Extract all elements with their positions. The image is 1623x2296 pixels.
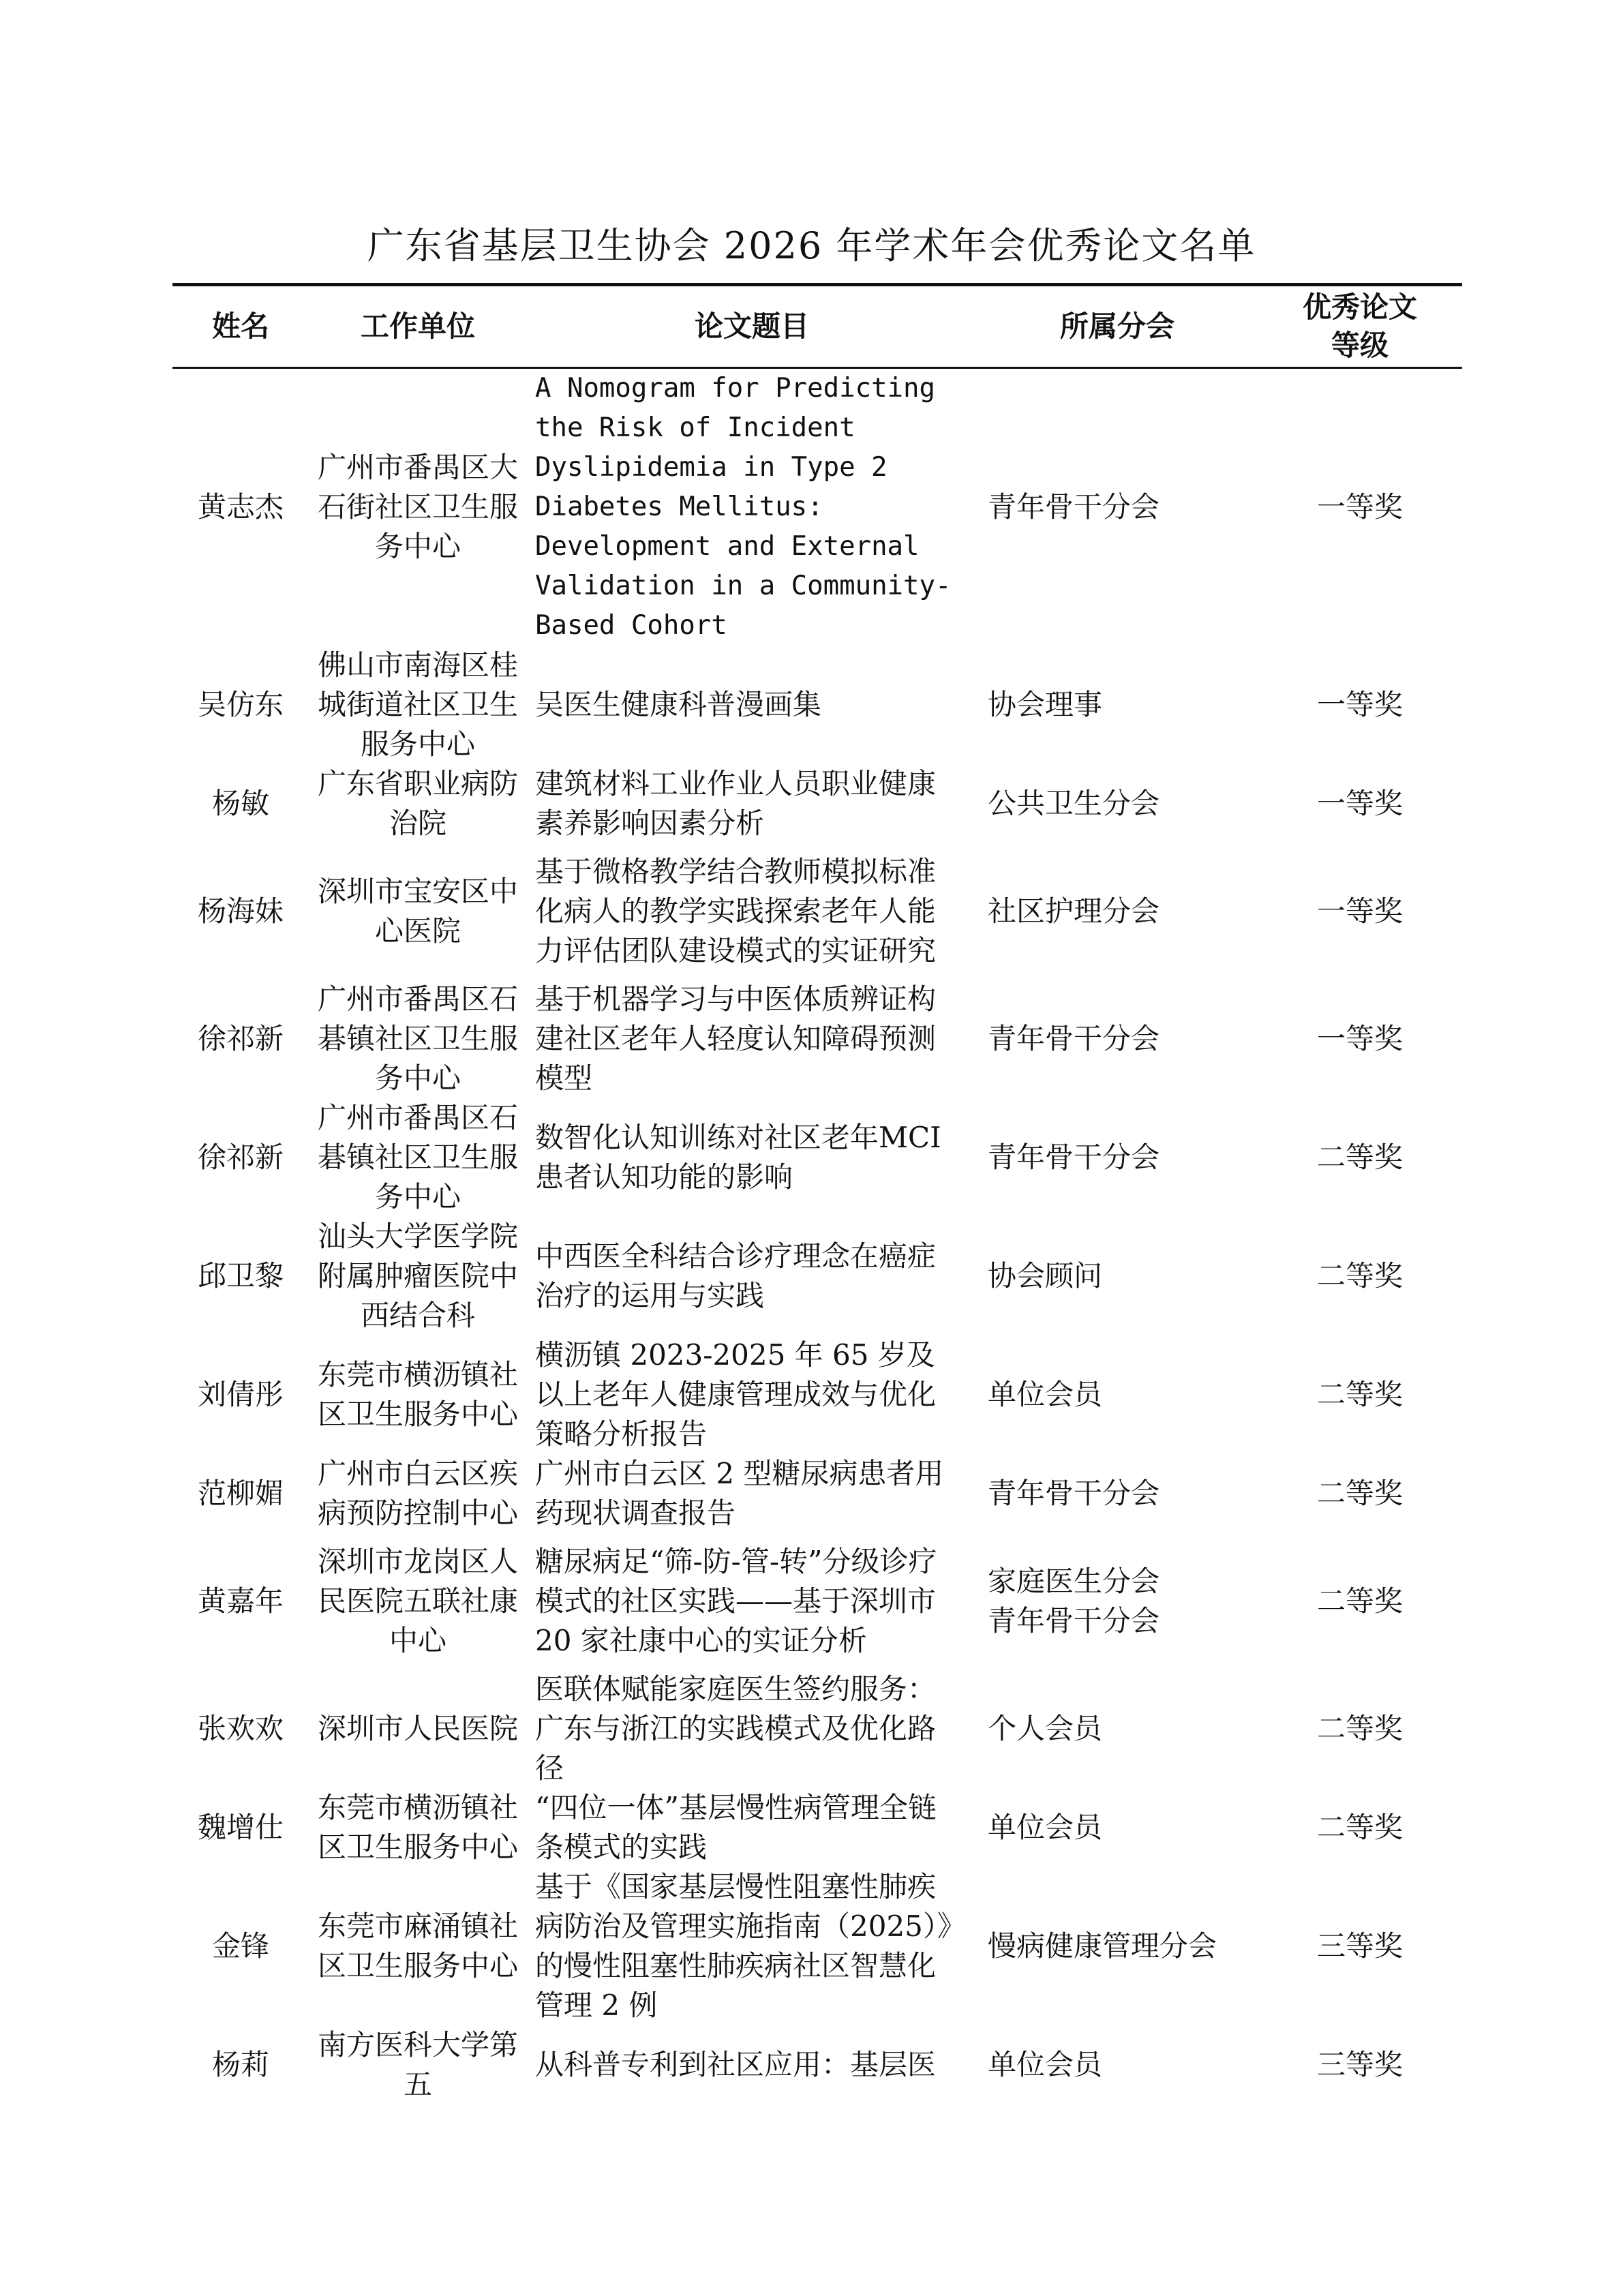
cell-level: 二等奖 — [1316, 1477, 1403, 1510]
cell-name: 黄嘉年 — [197, 1584, 284, 1618]
cell-unit: 南方医科大学第五 — [317, 2028, 518, 2101]
cell-paper: “四位一体”基层慢性病管理全链条模式的实践 — [535, 1791, 937, 1864]
cell-name: 刘倩彤 — [197, 1378, 284, 1411]
cell-branch: 个人会员 — [988, 1712, 1103, 1745]
table-row — [172, 764, 1462, 843]
cell-paper: A Nomogram for Predicting the Risk of Incident Dyslipidemia in Type 2 Diabetes Mellitus: Development and External Validation in a Community-Based Cohort — [535, 373, 952, 641]
cell-paper: 基于《国家基层慢性阻塞性肺疾病防治及管理实施指南（2025）》的慢性阻塞性肺疾病社区智慧化管理 2 例 — [535, 1870, 952, 2022]
cell-branch: 青年骨干分会 — [988, 1477, 1160, 1510]
cell-level: 二等奖 — [1316, 1811, 1403, 1844]
cell-level: 二等奖 — [1316, 1378, 1403, 1411]
cell-name: 杨莉 — [211, 2048, 269, 2081]
cell-level: 二等奖 — [1316, 1259, 1403, 1293]
cell-unit: 东莞市麻涌镇社区卫生服务中心 — [317, 1909, 518, 1982]
cell-branch: 协会理事 — [988, 688, 1103, 721]
header-level: 优秀论文 等级 — [1258, 285, 1462, 368]
cell-paper: 糖尿病足“筛-防-管-转”分级诊疗模式的社区实践——基于深圳市 20 家社康中心的实证分析 — [535, 1545, 937, 1657]
cell-level: 二等奖 — [1316, 1141, 1403, 1174]
cell-level: 一等奖 — [1316, 1022, 1403, 1055]
cell-paper: 中西医全科结合诊疗理念在癌症治疗的运用与实践 — [535, 1239, 937, 1312]
cell-level: 一等奖 — [1316, 490, 1403, 524]
cell-name: 邱卫黎 — [197, 1259, 284, 1293]
cell-paper: 数智化认知训练对社区老年MCI患者认知功能的影响 — [535, 1121, 941, 1194]
cell-level: 二等奖 — [1316, 1712, 1403, 1745]
cell-branch: 青年骨干分会 — [988, 1022, 1160, 1055]
table-row — [172, 980, 1462, 1098]
table-row — [172, 1670, 1462, 1788]
cell-unit: 东莞市横沥镇社区卫生服务中心 — [317, 1358, 518, 1431]
table-row — [172, 2025, 1462, 2104]
header-name: 姓名 — [172, 285, 309, 368]
table-row — [172, 1098, 1462, 1217]
cell-unit: 广州市番禺区石碁镇社区卫生服务中心 — [317, 982, 518, 1095]
table-row — [172, 843, 1462, 980]
document-title: 广东省基层卫生协会 2026 年学术年会优秀论文名单 — [367, 224, 1256, 267]
cell-level: 一等奖 — [1316, 787, 1403, 820]
table-row — [172, 1867, 1462, 2025]
cell-name: 范柳媚 — [197, 1477, 284, 1510]
table-row — [172, 1788, 1462, 1867]
table-header — [172, 285, 1462, 368]
cell-paper: 医联体赋能家庭医生签约服务：广东与浙江的实践模式及优化路径 — [535, 1672, 937, 1785]
cell-branch: 青年骨干分会 — [988, 1141, 1160, 1174]
table-row — [172, 1335, 1462, 1454]
cell-level: 一等奖 — [1316, 894, 1403, 928]
table-row — [172, 1217, 1462, 1335]
header-branch: 所属分会 — [977, 285, 1258, 368]
cell-name: 黄志杰 — [197, 490, 284, 524]
header-paper: 论文题目 — [527, 285, 977, 368]
cell-branch: 家庭医生分会 青年骨干分会 — [988, 1565, 1160, 1637]
table-row — [172, 1533, 1462, 1670]
cell-branch: 单位会员 — [988, 1378, 1103, 1411]
award-table — [172, 283, 1462, 2104]
cell-paper: 基于机器学习与中医体质辨证构建社区老年人轻度认知障碍预测模型 — [535, 982, 937, 1095]
cell-branch: 社区护理分会 — [988, 894, 1160, 928]
cell-branch: 公共卫生分会 — [988, 787, 1160, 820]
cell-paper: 基于微格教学结合教师模拟标准化病人的教学实践探索老年人能力评估团队建设模式的实证研究 — [535, 855, 937, 967]
cell-level: 一等奖 — [1316, 688, 1403, 721]
table-row — [172, 646, 1462, 764]
cell-unit: 东莞市横沥镇社区卫生服务中心 — [317, 1791, 518, 1864]
cell-paper: 建筑材料工业作业人员职业健康素养影响因素分析 — [535, 767, 937, 840]
table-row — [172, 368, 1462, 646]
cell-branch: 协会顾问 — [988, 1259, 1103, 1293]
cell-branch: 单位会员 — [988, 2048, 1103, 2081]
cell-name: 徐祁新 — [197, 1022, 284, 1055]
cell-name: 魏增仕 — [197, 1811, 284, 1844]
cell-branch: 青年骨干分会 — [988, 490, 1160, 524]
cell-unit: 深圳市人民医院 — [317, 1712, 518, 1745]
cell-level: 二等奖 — [1316, 1584, 1403, 1618]
cell-paper: 横沥镇 2023-2025 年 65 岁及以上老年人健康管理成效与优化策略分析报告 — [535, 1338, 937, 1451]
cell-unit: 佛山市南海区桂城街道社区卫生服务中心 — [317, 648, 518, 761]
cell-name: 徐祁新 — [197, 1141, 284, 1174]
cell-name: 张欢欢 — [197, 1712, 284, 1745]
cell-unit: 广州市白云区疾病预防控制中心 — [317, 1457, 518, 1530]
cell-unit: 广州市番禺区大石街社区卫生服务中心 — [317, 451, 518, 563]
cell-branch: 单位会员 — [988, 1811, 1103, 1844]
table-row — [172, 1454, 1462, 1533]
cell-unit: 汕头大学医学院附属肿瘤医院中西结合科 — [317, 1220, 518, 1332]
cell-level: 三等奖 — [1316, 1929, 1403, 1963]
cell-unit: 深圳市宝安区中心医院 — [317, 875, 518, 948]
cell-name: 杨敏 — [211, 787, 269, 820]
cell-paper: 广州市白云区 2 型糖尿病患者用药现状调查报告 — [535, 1457, 944, 1530]
cell-unit: 广州市番禺区石碁镇社区卫生服务中心 — [317, 1101, 518, 1213]
cell-paper: 从科普专利到社区应用：基层医 — [535, 2048, 937, 2081]
cell-level: 三等奖 — [1316, 2048, 1403, 2081]
table-body — [172, 368, 1462, 2105]
cell-branch: 慢病健康管理分会 — [988, 1929, 1217, 1963]
cell-name: 杨海妹 — [197, 894, 284, 928]
header-unit: 工作单位 — [309, 285, 527, 368]
cell-unit: 广东省职业病防治院 — [317, 767, 518, 840]
cell-name: 金锋 — [211, 1929, 269, 1963]
cell-paper: 吴医生健康科普漫画集 — [535, 688, 822, 721]
cell-unit: 深圳市龙岗区人民医院五联社康中心 — [317, 1545, 518, 1657]
cell-name: 吴仿东 — [197, 688, 284, 721]
